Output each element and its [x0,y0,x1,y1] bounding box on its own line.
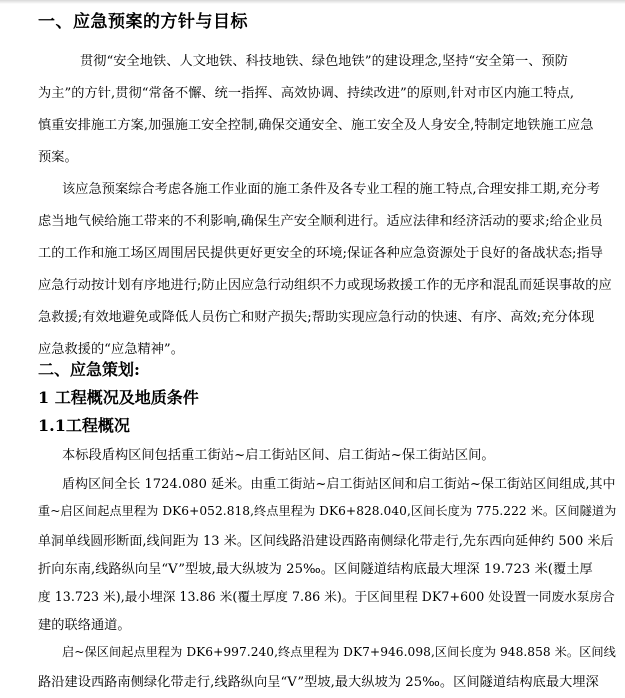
paragraph-2-line: 急救援;有效地避免或降低人员伤亡和财产损失;帮助实现应急行动的快速、有序、高效;充分体现 [38,310,595,325]
paragraph-5-line: 启~保区间起点里程为 DK6+997.240,终点里程为 DK7+946.098,区间长度为 948.858 米。区间线 [62,645,616,659]
paragraph-2-line: 工的工作和施工场区周围居民提供更好更安全的环境;保证各种应急资源处于良好的备战状态;指导 [38,246,603,261]
paragraph-2-line: 应急救援的“应急精神”。 [38,342,184,357]
paragraph-4-line: 建的联络通道。 [38,618,131,633]
paragraph-3-line: 本标段盾构区间包括重工街站~启工街站区间、启工街站~保工街站区间。 [62,448,495,463]
paragraph-2-line: 虑当地气候给施工带来的不利影响,确保生产安全顺利进行。适应法律和经济活动的要求;给企业员 [38,214,603,229]
paragraph-4-line: 折向东南,线路纵向呈“V”型坡,最大纵坡为 25‰。区间隧道结构底最大埋深 19.723 米(覆土厚 [38,562,593,577]
paragraph-2-line: 应急行动按计划有序地进行;防止因应急行动组织不力或现场救援工作的无序和混乱而延误事故的应 [38,278,612,293]
paragraph-4-line: 重~启区间起点里程为 DK6+052.818,终点里程为 DK6+828.040,区间长度为 775.222 米。区间隧道为 [38,504,617,518]
paragraph-1-line: 为主”的方针,贯彻“常备不懈、统一指挥、高效协调、持续改进”的原则,针对市区内施工特点, [38,86,575,101]
paragraph-4-line: 单洞单线圆形断面,线间距为 13 米。区间线路沿建设西路南侧绿化带走行,先东西向延伸约 500 米后 [38,534,614,549]
section-heading-1: 一、应急预案的方针与目标 [38,12,248,32]
paragraph-2-line: 该应急预案综合考虑各施工作业面的施工条件及各专业工程的施工特点,合理安排工期,充分考 [62,182,600,197]
paragraph-1-line: 慎重安排施工方案,加强施工安全控制,确保交通安全、施工安全及人身安全,特制定地铁施工应急 [38,118,594,133]
paragraph-4-line: 度 13.723 米),最小埋深 13.86 米(覆土厚度 7.86 米)。于区间里程 DK7+600 处设置一同废水泵房合 [38,589,615,604]
paragraph-1-line: 预案。 [38,150,78,165]
paragraph-1-line: 贯彻“安全地铁、人文地铁、科技地铁、绿色地铁”的建设理念,坚持“安全第一、预防 [80,54,568,69]
paragraph-4-line: 盾构区间全长 1724.080 延米。由重工街站~启工街站区间和启工街站~保工街站区间组成,其中 [62,477,616,492]
top-border [0,0,625,4]
paragraph-5-line: 路沿建设西路南侧绿化带走行,线路纵向呈“V”型坡,最大纵坡为 25‰。区间隧道结构底最大埋深 [38,675,599,690]
subsection-heading-1: 1 工程概况及地质条件 [38,388,199,407]
subsection-heading-1-1: 1.1工程概况 [38,416,130,435]
section-heading-2: 二、应急策划: [38,360,140,379]
